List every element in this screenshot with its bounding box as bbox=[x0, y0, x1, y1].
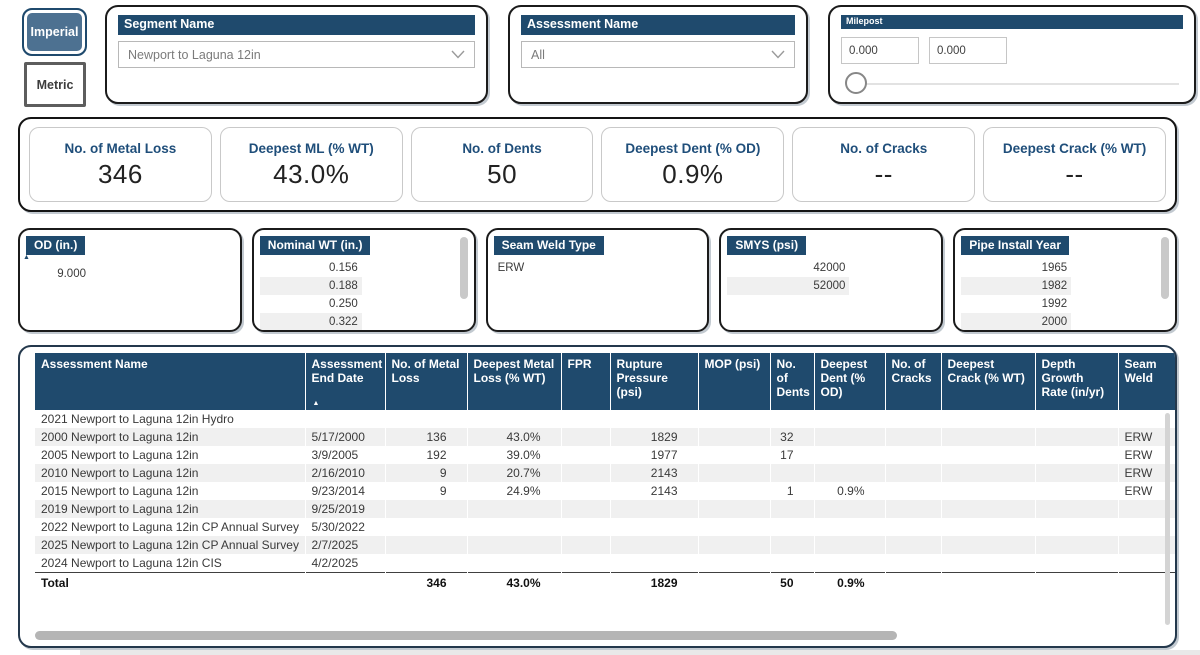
table-cell bbox=[385, 536, 467, 554]
slicer-nominal-wt-in bbox=[252, 228, 476, 332]
table-cell bbox=[561, 428, 610, 446]
slicer-item[interactable]: ERW bbox=[497, 262, 525, 274]
table-cell bbox=[941, 428, 1035, 446]
table-cell bbox=[941, 518, 1035, 536]
column-header-label: No. of Metal Loss bbox=[391, 357, 460, 385]
column-header-label: FPR bbox=[567, 357, 592, 371]
table-cell: 9 bbox=[385, 464, 467, 482]
table-cell bbox=[610, 554, 698, 572]
table-cell: 2019 Newport to Laguna 12in bbox=[35, 500, 305, 518]
table-row[interactable] bbox=[35, 464, 1177, 482]
table-cell bbox=[885, 518, 941, 536]
table-cell: 3/9/2005 bbox=[305, 446, 385, 464]
column-header[interactable] bbox=[770, 353, 814, 410]
total-cell bbox=[561, 572, 610, 593]
table-cell bbox=[698, 464, 770, 482]
slicer-item-list bbox=[494, 259, 708, 277]
table-cell bbox=[610, 500, 698, 518]
table-cell: 9 bbox=[385, 482, 467, 500]
table-cell: 17 bbox=[770, 446, 814, 464]
assessment-table bbox=[35, 353, 1177, 593]
table-cell bbox=[941, 410, 1035, 428]
table-cell bbox=[770, 500, 814, 518]
table-cell: 0.9% bbox=[814, 482, 885, 500]
table-cell bbox=[561, 500, 610, 518]
table-cell bbox=[885, 482, 941, 500]
kpi-card bbox=[983, 127, 1166, 202]
total-cell: 346 bbox=[385, 572, 467, 593]
table-cell bbox=[698, 518, 770, 536]
slicer-item[interactable]: 0.188 bbox=[260, 277, 362, 295]
table-cell bbox=[561, 482, 610, 500]
column-header[interactable] bbox=[467, 353, 561, 410]
table-cell bbox=[941, 446, 1035, 464]
table-cell: 39.0% bbox=[467, 446, 561, 464]
slicer-item[interactable]: 0.156 bbox=[329, 262, 358, 274]
table-cell bbox=[698, 482, 770, 500]
slicer-item-list bbox=[260, 259, 474, 331]
slicer-item[interactable]: 42000 bbox=[813, 262, 846, 274]
table-cell bbox=[610, 536, 698, 554]
table-row[interactable] bbox=[35, 428, 1177, 446]
segment-filter-title: Segment Name bbox=[118, 15, 475, 35]
table-cell: 2015 Newport to Laguna 12in bbox=[35, 482, 305, 500]
segment-dropdown-value: Newport to Laguna 12in bbox=[128, 47, 261, 62]
milepost-slider bbox=[841, 70, 1183, 100]
table-cell bbox=[814, 536, 885, 554]
slicer-title-chip[interactable]: Seam Weld Type bbox=[494, 236, 604, 255]
table-row[interactable] bbox=[35, 554, 1177, 572]
kpi-value: -- bbox=[1065, 159, 1084, 189]
total-cell bbox=[1035, 572, 1118, 593]
page-bottom-strip bbox=[80, 650, 1200, 655]
total-cell: 50 bbox=[770, 572, 814, 593]
column-header[interactable] bbox=[610, 353, 698, 410]
table-total-row bbox=[35, 572, 1177, 593]
table-cell bbox=[941, 500, 1035, 518]
slicer-item[interactable]: 1965 bbox=[1041, 262, 1068, 274]
table-cell bbox=[814, 518, 885, 536]
slicer-title-chip[interactable]: OD (in.) bbox=[26, 236, 85, 255]
table-cell bbox=[1035, 536, 1118, 554]
assessment-dropdown-value: All bbox=[531, 47, 545, 62]
slicer-smys-psi bbox=[719, 228, 943, 332]
table-header-row bbox=[35, 353, 1177, 410]
kpi-card bbox=[792, 127, 975, 202]
table-cell: 2024 Newport to Laguna 12in CIS bbox=[35, 554, 305, 572]
table-cell: 136 bbox=[385, 428, 467, 446]
kpi-value: 50 bbox=[487, 159, 518, 189]
slicer-header bbox=[494, 236, 708, 255]
table-cell: 2143 bbox=[610, 464, 698, 482]
total-cell bbox=[698, 572, 770, 593]
table-cell bbox=[814, 554, 885, 572]
metric-button[interactable]: Metric bbox=[24, 62, 86, 107]
table-row[interactable] bbox=[35, 482, 1177, 500]
table-cell bbox=[698, 446, 770, 464]
kpi-value: -- bbox=[874, 159, 893, 189]
chevron-down-icon[interactable] bbox=[771, 50, 785, 59]
table-cell bbox=[814, 500, 885, 518]
table-cell bbox=[385, 554, 467, 572]
column-header[interactable] bbox=[698, 353, 770, 410]
milepost-filter-title: Milepost bbox=[841, 15, 1183, 29]
slicer-header bbox=[961, 236, 1175, 255]
table-cell bbox=[610, 518, 698, 536]
table-cell: ERW bbox=[1118, 428, 1177, 446]
column-header-label: Deepest Metal Loss (% WT) bbox=[473, 357, 555, 385]
table-cell bbox=[561, 554, 610, 572]
table-cell bbox=[1035, 446, 1118, 464]
milepost-slider-handle[interactable] bbox=[845, 72, 867, 94]
slicer-title-chip[interactable]: Nominal WT (in.) bbox=[260, 236, 371, 255]
table-cell: 32 bbox=[770, 428, 814, 446]
milepost-slider-track[interactable] bbox=[855, 83, 1179, 85]
slicer-item[interactable]: 9.000 bbox=[57, 268, 86, 280]
slicer-item[interactable]: 52000 bbox=[727, 277, 849, 295]
table-cell bbox=[385, 518, 467, 536]
column-header-label: Deepest Crack (% WT) bbox=[947, 357, 1025, 385]
table-cell bbox=[770, 554, 814, 572]
slicer-pipe-install-year bbox=[953, 228, 1177, 332]
table-cell bbox=[885, 554, 941, 572]
column-header-label: Depth Growth Rate (in/yr) bbox=[1041, 357, 1105, 399]
column-header[interactable] bbox=[385, 353, 467, 410]
table-cell bbox=[770, 536, 814, 554]
table-cell bbox=[1035, 518, 1118, 536]
table-cell bbox=[467, 554, 561, 572]
table-cell bbox=[467, 518, 561, 536]
imperial-button[interactable]: Imperial bbox=[22, 8, 87, 56]
total-cell bbox=[941, 572, 1035, 593]
assessment-dropdown[interactable] bbox=[521, 41, 795, 68]
table-cell bbox=[698, 500, 770, 518]
table-cell bbox=[561, 410, 610, 428]
total-cell: Total bbox=[35, 572, 305, 593]
column-header-label: No. of Dents bbox=[776, 357, 810, 399]
slicer-item[interactable]: 0.250 bbox=[329, 298, 358, 310]
kpi-card bbox=[411, 127, 594, 202]
table-cell: 5/30/2022 bbox=[305, 518, 385, 536]
kpi-card bbox=[220, 127, 403, 202]
table-cell bbox=[814, 410, 885, 428]
table-cell bbox=[885, 464, 941, 482]
table-row[interactable] bbox=[35, 410, 1177, 428]
table-cell bbox=[1035, 554, 1118, 572]
table-cell bbox=[885, 410, 941, 428]
table-cell bbox=[1035, 482, 1118, 500]
column-header-label: No. of Cracks bbox=[891, 357, 932, 385]
table-cell bbox=[385, 500, 467, 518]
milepost-min-input[interactable] bbox=[841, 37, 919, 64]
slicer-item[interactable]: 1982 bbox=[961, 277, 1071, 295]
table-cell: 2005 Newport to Laguna 12in bbox=[35, 446, 305, 464]
table-cell bbox=[467, 410, 561, 428]
kpi-label: Deepest Crack (% WT) bbox=[1002, 141, 1147, 156]
table-cell bbox=[770, 410, 814, 428]
column-header-label: Assessment Name bbox=[41, 357, 148, 371]
table-cell bbox=[467, 536, 561, 554]
table-cell bbox=[814, 446, 885, 464]
total-cell: 1829 bbox=[610, 572, 698, 593]
kpi-label: No. of Dents bbox=[462, 141, 542, 156]
table-cell bbox=[941, 464, 1035, 482]
table-cell bbox=[1035, 410, 1118, 428]
sort-ascending-icon: ▲ bbox=[312, 400, 320, 407]
table-cell: 4/2/2025 bbox=[305, 554, 385, 572]
kpi-card bbox=[29, 127, 212, 202]
total-cell: 0.9% bbox=[814, 572, 885, 593]
table-cell bbox=[885, 536, 941, 554]
table-cell: 9/25/2019 bbox=[305, 500, 385, 518]
table-cell bbox=[698, 554, 770, 572]
slicer-item-list bbox=[26, 265, 240, 283]
table-cell bbox=[885, 500, 941, 518]
table-cell bbox=[941, 554, 1035, 572]
table-cell bbox=[885, 446, 941, 464]
scrollbar[interactable] bbox=[460, 237, 468, 299]
table-cell: 2143 bbox=[610, 482, 698, 500]
table-cell: 2021 Newport to Laguna 12in Hydro bbox=[35, 410, 305, 428]
table-cell bbox=[770, 464, 814, 482]
segment-filter-panel bbox=[105, 5, 488, 104]
slicer-title-chip[interactable]: SMYS (psi) bbox=[727, 236, 806, 255]
kpi-label: Deepest ML (% WT) bbox=[248, 141, 374, 156]
table-cell: 43.0% bbox=[467, 428, 561, 446]
table-cell bbox=[885, 428, 941, 446]
table-cell: 2025 Newport to Laguna 12in CP Annual Survey bbox=[35, 536, 305, 554]
total-cell bbox=[885, 572, 941, 593]
table-cell bbox=[941, 482, 1035, 500]
table-cell bbox=[561, 518, 610, 536]
table-cell: 192 bbox=[385, 446, 467, 464]
column-header-label: Deepest Dent (% OD) bbox=[820, 357, 868, 399]
column-header[interactable] bbox=[561, 353, 610, 410]
table-cell bbox=[698, 428, 770, 446]
table-cell: 20.7% bbox=[467, 464, 561, 482]
table-cell bbox=[305, 410, 385, 428]
table-row[interactable] bbox=[35, 536, 1177, 554]
vertical-scrollbar[interactable] bbox=[1165, 413, 1170, 625]
kpi-card bbox=[601, 127, 784, 202]
segment-dropdown[interactable] bbox=[118, 41, 475, 68]
table-cell bbox=[1035, 464, 1118, 482]
slicer-item-list bbox=[961, 259, 1175, 331]
table-cell: 1 bbox=[770, 482, 814, 500]
milepost-max-input[interactable] bbox=[929, 37, 1007, 64]
chevron-down-icon[interactable] bbox=[451, 50, 465, 59]
slicer-title-chip[interactable]: Pipe Install Year bbox=[961, 236, 1069, 255]
column-header[interactable] bbox=[1118, 353, 1177, 410]
table-cell: 2010 Newport to Laguna 12in bbox=[35, 464, 305, 482]
kpi-value: 346 bbox=[97, 159, 143, 189]
slicer-header bbox=[26, 236, 240, 255]
slicer-row bbox=[18, 228, 1177, 332]
slicer-item[interactable]: 0.322 bbox=[260, 313, 362, 331]
table-row[interactable] bbox=[35, 500, 1177, 518]
horizontal-scrollbar[interactable] bbox=[35, 631, 897, 640]
column-header[interactable] bbox=[1035, 353, 1118, 410]
table-cell bbox=[770, 518, 814, 536]
column-header-label: MOP (psi) bbox=[704, 357, 761, 371]
table-row[interactable] bbox=[35, 518, 1177, 536]
assessment-table-panel bbox=[18, 345, 1177, 648]
slicer-header bbox=[727, 236, 941, 255]
kpi-label: No. of Metal Loss bbox=[64, 141, 177, 156]
total-cell: 43.0% bbox=[467, 572, 561, 593]
table-cell: 2/16/2010 bbox=[305, 464, 385, 482]
table-cell: 24.9% bbox=[467, 482, 561, 500]
table-cell: 2022 Newport to Laguna 12in CP Annual Survey bbox=[35, 518, 305, 536]
table-cell bbox=[698, 410, 770, 428]
milepost-filter-panel bbox=[828, 5, 1196, 104]
table-cell bbox=[941, 536, 1035, 554]
table-cell bbox=[814, 464, 885, 482]
table-cell: 5/17/2000 bbox=[305, 428, 385, 446]
kpi-value: 0.9% bbox=[662, 159, 724, 189]
table-cell: 2000 Newport to Laguna 12in bbox=[35, 428, 305, 446]
column-header[interactable] bbox=[885, 353, 941, 410]
assessment-filter-title: Assessment Name bbox=[521, 15, 795, 35]
table-cell bbox=[385, 410, 467, 428]
table-cell: 9/23/2014 bbox=[305, 482, 385, 500]
table-cell: 1977 bbox=[610, 446, 698, 464]
kpi-value: 43.0% bbox=[273, 159, 350, 189]
column-header-label: Assessment End Date bbox=[311, 357, 383, 385]
kpi-label: Deepest Dent (% OD) bbox=[625, 141, 761, 156]
kpi-card-row bbox=[18, 117, 1177, 212]
column-header[interactable] bbox=[305, 353, 385, 410]
table-cell: ERW bbox=[1118, 446, 1177, 464]
table-cell bbox=[561, 464, 610, 482]
table-cell bbox=[610, 410, 698, 428]
table-cell: ERW bbox=[1118, 482, 1177, 500]
slicer-item[interactable]: 2000 bbox=[961, 313, 1071, 331]
table-cell bbox=[467, 500, 561, 518]
column-header-label: Rupture Pressure (psi) bbox=[616, 357, 668, 399]
slicer-item-list bbox=[727, 259, 941, 295]
table-cell bbox=[561, 536, 610, 554]
table-row[interactable] bbox=[35, 446, 1177, 464]
sort-ascending-icon: ▲ bbox=[23, 254, 30, 261]
table-cell: 1829 bbox=[610, 428, 698, 446]
column-header[interactable] bbox=[814, 353, 885, 410]
table-cell bbox=[814, 428, 885, 446]
total-cell bbox=[305, 572, 385, 593]
scrollbar[interactable] bbox=[1161, 237, 1169, 299]
table-cell bbox=[1035, 428, 1118, 446]
table-cell: 2/7/2025 bbox=[305, 536, 385, 554]
slicer-seam-weld-type bbox=[486, 228, 710, 332]
table-cell bbox=[561, 446, 610, 464]
table-cell: ERW bbox=[1118, 464, 1177, 482]
column-header[interactable] bbox=[35, 353, 305, 410]
column-header[interactable] bbox=[941, 353, 1035, 410]
slicer-od-in bbox=[18, 228, 242, 332]
slicer-item[interactable]: 1992 bbox=[1041, 298, 1068, 310]
kpi-label: No. of Cracks bbox=[840, 141, 928, 156]
column-header-label: Seam Weld bbox=[1124, 357, 1157, 385]
assessment-filter-panel bbox=[508, 5, 808, 104]
table-cell bbox=[698, 536, 770, 554]
slicer-header bbox=[260, 236, 474, 255]
table-cell bbox=[1035, 500, 1118, 518]
